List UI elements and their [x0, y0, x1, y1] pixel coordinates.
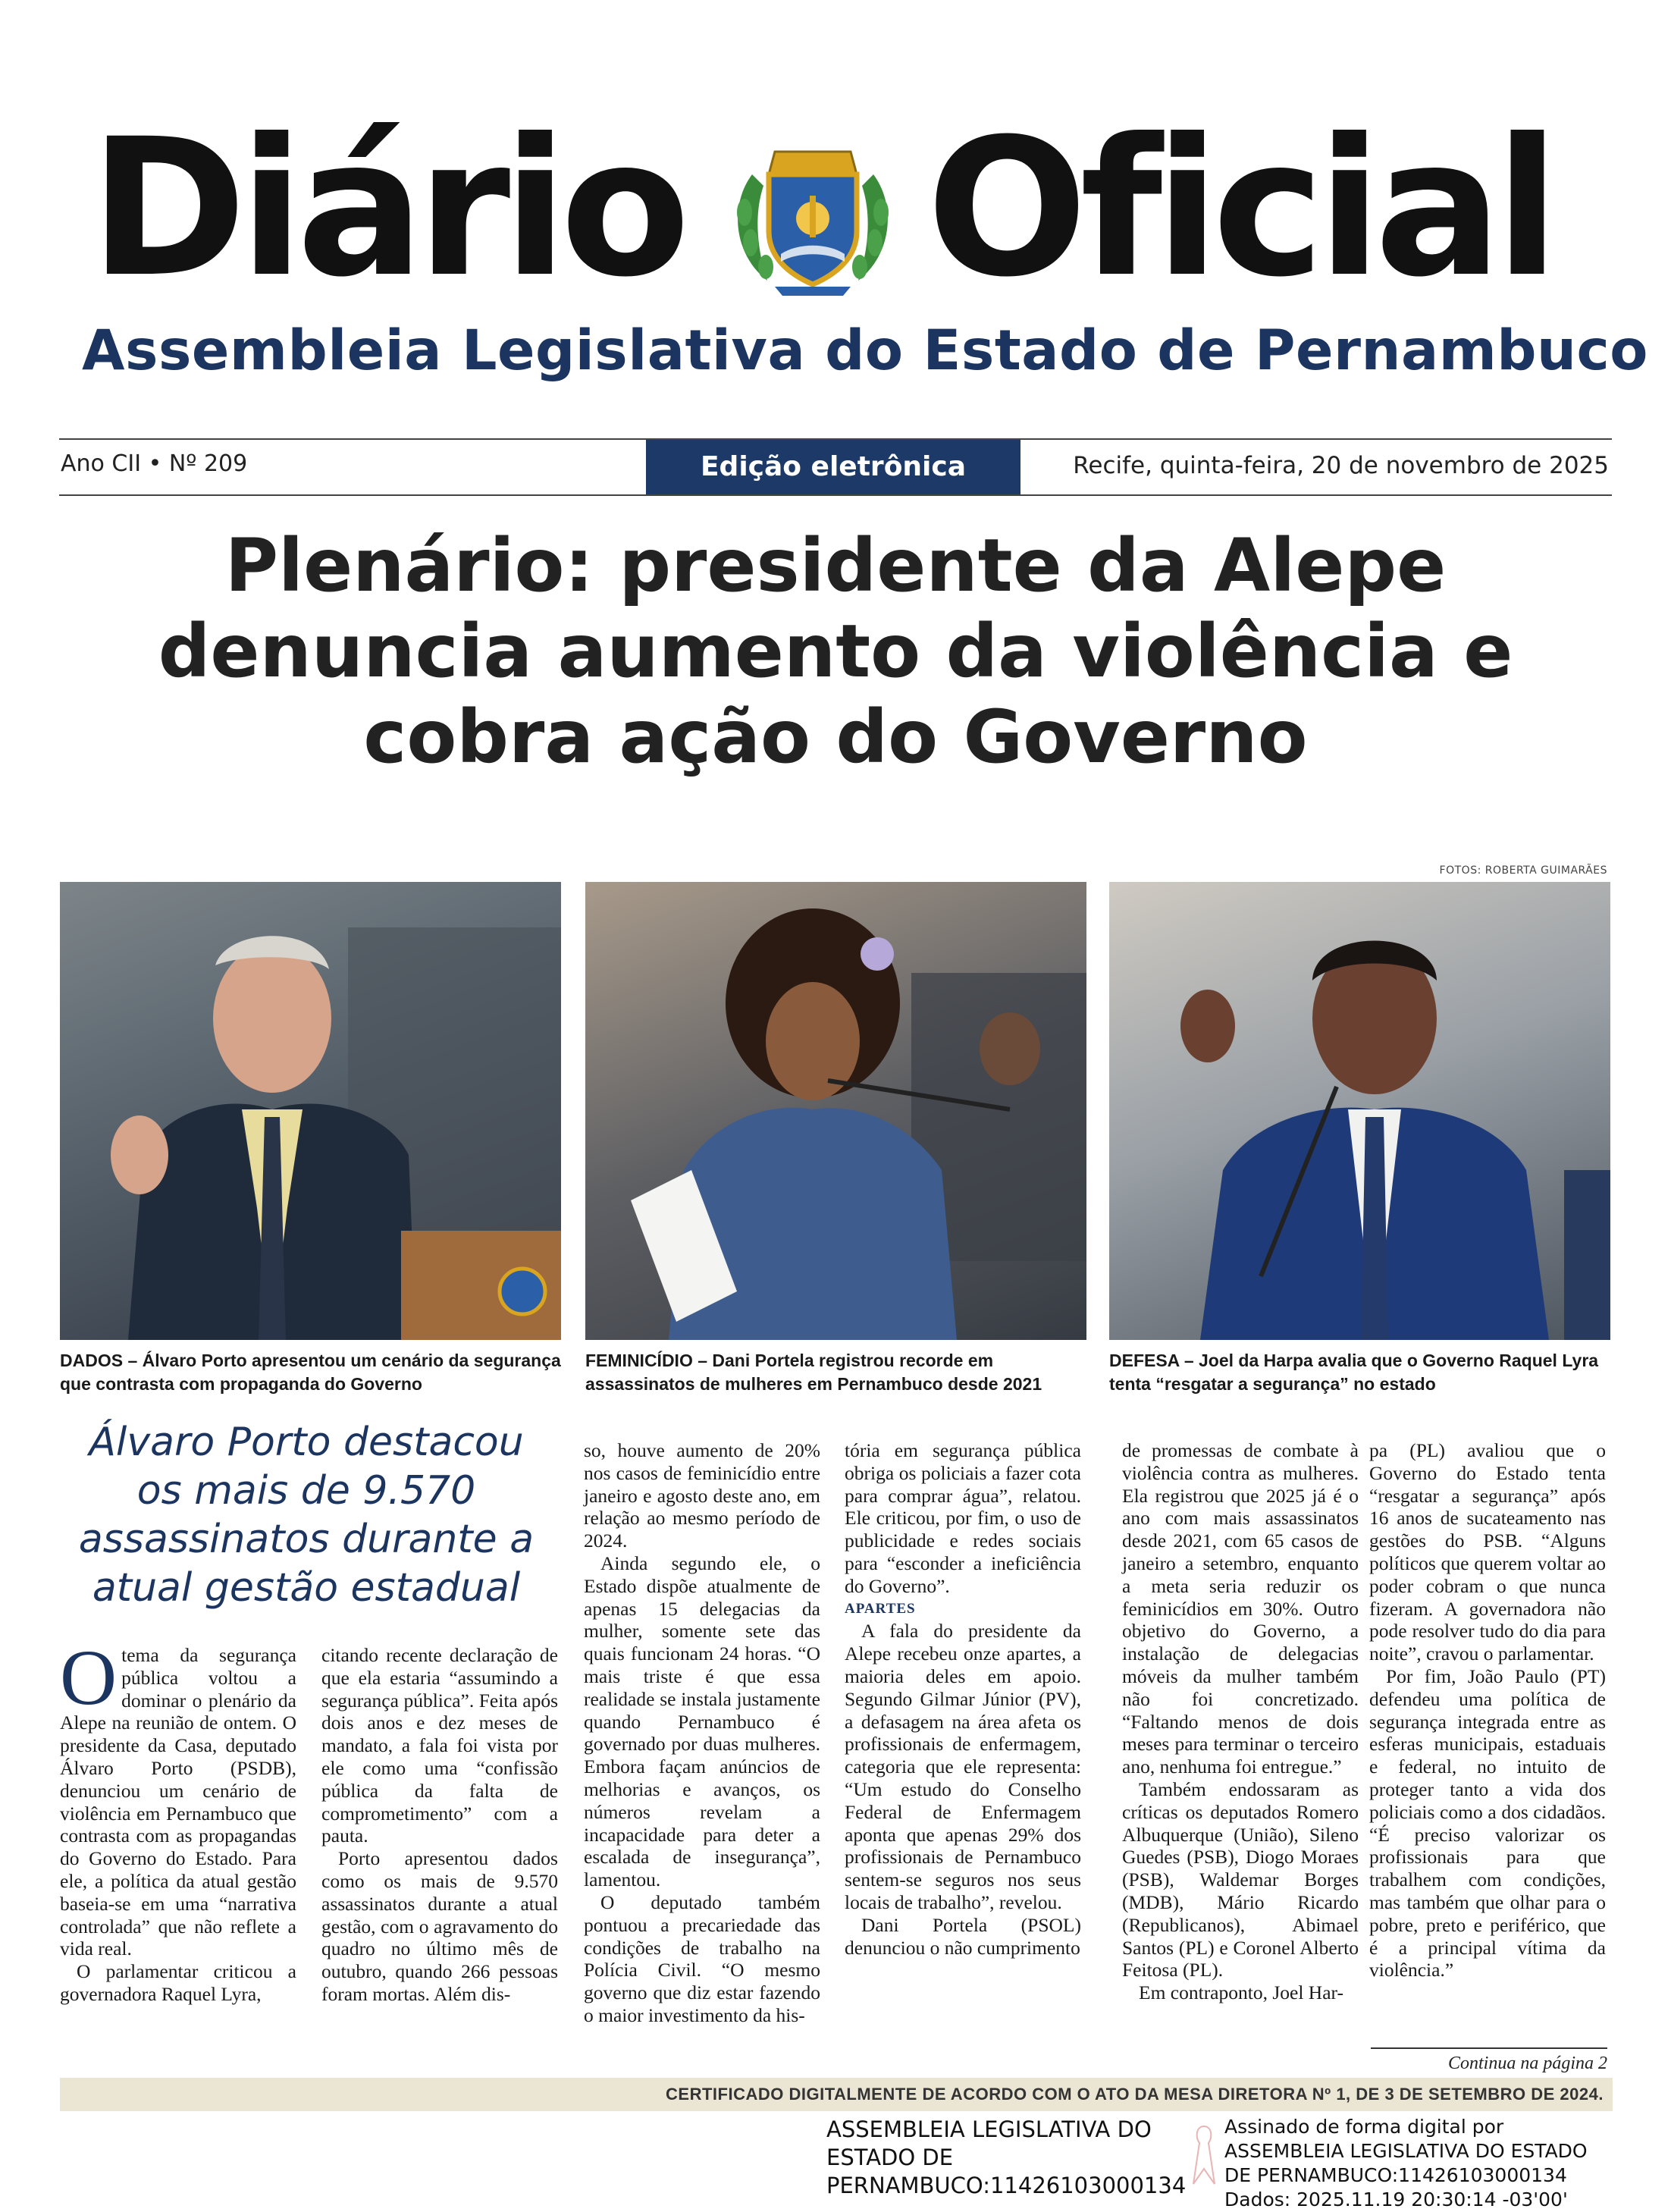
article-deck: Álvaro Porto destacou os mais de 9.570 assassinatos durante a atual gestão estadual — [78, 1420, 535, 1611]
publication-date: Recife, quinta-feira, 20 de novembro de 2025 — [1073, 452, 1609, 479]
article-paragraph — [60, 1634, 296, 1960]
section-subhead: APARTES — [845, 1600, 916, 1617]
edition-label: Edição eletrônica — [646, 440, 1020, 494]
photo-dani-portela — [585, 882, 1086, 1340]
article-paragraph: Porto apresentou dados como os mais de 9.570 assassinatos durante a atual gestão, com o agravamento do quadro no último mês de outubro, quando 266 pessoas foram mortas. Além dis- — [321, 1847, 558, 2005]
photo-alvaro-porto — [60, 882, 561, 1340]
article-paragraph: A fala do presidente da Alepe recebeu onze apartes, a maioria deles em apoio. Segundo Gilmar Júnior (PV), a defasagem na área afeta os profissionais de enfermagem, categoria que ele representa: “Um estudo do Conselho Federal de Enfermagem aponta que apenas 29% dos profissionais de Pernambuco sentem-se seguros nos seus locais de trabalho”, revelou. — [845, 1620, 1081, 1913]
article-paragraph: so, houve aumento de 20% nos casos de feminicídio entre janeiro e agosto deste ano, em relação ao mesmo período de 2024. — [584, 1439, 820, 1552]
article-column-3 — [584, 1439, 820, 2027]
article-text: tema da segurança pública voltou a dominar o plenário da Alepe na reunião de ontem. O presidente da Casa, deputado Álvaro Porto (PSDB), denunciou um cenário de violência em Pernambuco que contrasta com as propagandas do Governo do Estado. Para ele, a política da atual gestão baseia-se em uma “narrativa controlada” que não reflete a vida real. — [60, 1644, 296, 1960]
signature-line: ASSEMBLEIA LEGISLATIVA DO — [826, 2116, 1152, 2142]
drop-cap: O — [60, 1634, 118, 1721]
masthead-title-right: Oficial — [926, 98, 1553, 318]
photo-credit: FOTOS: ROBERTA GUIMARÃES — [1439, 864, 1607, 877]
article-paragraph: tória em segurança pública obriga os policiais a fazer cota para comprar água”, relatou. Ele criticou, por fim, o uso de publicidade e redes sociais para “esconder a ineficiência do Governo”. — [845, 1439, 1081, 1597]
signature-line: ESTADO DE — [826, 2145, 954, 2170]
article-paragraph: Dani Portela (PSOL) denunciou o não cumprimento — [845, 1913, 1081, 1959]
masthead — [0, 0, 1671, 432]
signature-line: DE PERNAMBUCO:11426103000134 — [1224, 2164, 1567, 2186]
photo-caption: DEFESA – Joel da Harpa avalia que o Governo Raquel Lyra tenta “resgatar a segurança” no estado — [1109, 1351, 1599, 1394]
issue-number: Ano CII • Nº 209 — [61, 450, 248, 477]
masthead-subtitle: Assembleia Legislativa do Estado de Pernambuco — [82, 318, 1648, 383]
article-column-2 — [321, 1644, 558, 2006]
article-column-1 — [60, 1634, 296, 2006]
pernambuco-coat-of-arms-icon — [722, 129, 904, 297]
photo-caption: FEMINICÍDIO – Dani Portela registrou recorde em assassinatos de mulheres em Pernambuco desde 2021 — [585, 1351, 1042, 1394]
masthead-title-left: Diário — [89, 98, 683, 318]
article-paragraph: Por fim, João Paulo (PT) defendeu uma política de segurança integrada entre as esferas municipais, estaduais e federal, no intuito de proteger tanto a vida dos policiais como a dos cidadãos. “É preciso valorizar os profissionais para que trabalhem com condições, mas também que olhar para o pobre, preto e periférico, que é a principal vítima da violência.” — [1369, 1664, 1606, 1981]
signature-line: PERNAMBUCO:11426103000134 — [826, 2173, 1187, 2198]
issue-info-bar — [59, 438, 1612, 496]
signature-ribbon-icon — [1189, 2123, 1219, 2187]
article-paragraph: de promessas de combate à violência contra as mulheres. Ela registrou que 2025 já é o ano com mais assassinatos desde 2021, com 65 casos de janeiro a setembro, enquanto a meta seria reduzir os feminicídios em 30%. Outro objetivo do Governo, a instalação de delegacias móveis da mulher também não foi concretizado. “Faltando menos de dois meses para terminar o terceiro ano, nenhuma foi entregue.” — [1122, 1439, 1359, 1778]
article-paragraph: O deputado também pontuou a precariedade das condições de trabalho na Polícia Civil. “O mesmo governo que diz estar fazendo o maior investimento da his- — [584, 1890, 820, 2026]
article-paragraph: citando recente declaração de que ela estaria “assumindo a segurança pública”. Feita após dois anos e dez meses de mandato, a fala foi vista por ele como uma “confissão pública da falta de comprometimento” com a pauta. — [321, 1644, 558, 1847]
continued-on-page: Continua na página 2 — [1371, 2047, 1607, 2074]
article-paragraph: Ainda segundo ele, o Estado dispõe atualmente de apenas 15 delegacias da mulher, somente sete das quais funcionam 24 horas. “O mais triste é que essa realidade se instala justamente quando Pernambuco é governado por duas mulheres. Embora façam anúncios de melhorias e avanços, os números revelam a incapacidade para deter a escalada de insegurança”, lamentou. — [584, 1552, 820, 1891]
article-column-6 — [1369, 1439, 1606, 1981]
photo-caption: DADOS – Álvaro Porto apresentou um cenário da segurança que contrasta com propaganda do Governo — [60, 1351, 561, 1394]
photo-joel-da-harpa — [1109, 882, 1610, 1340]
digital-signature-entity — [826, 2116, 1221, 2200]
article-paragraph: pa (PL) avaliou que o Governo do Estado tenta “resgatar a segurança” após 16 anos de sucateamento nas gestões do PSB. “Alguns políticos que querem voltar ao poder cobram o que nunca fizeram. A governadora não pode resolver tudo do dia para noite”, cravou o parlamentar. — [1369, 1439, 1606, 1665]
signature-line: ASSEMBLEIA LEGISLATIVA DO ESTADO — [1224, 2140, 1588, 2162]
article-paragraph: Em contraponto, Joel Har- — [1139, 1981, 1343, 2004]
article-column-4 — [845, 1439, 1081, 1959]
main-headline: Plenário: presidente da Alepe denuncia aumento da violência e cobra ação do Governo — [158, 523, 1513, 780]
article-column-5 — [1122, 1439, 1359, 2004]
signature-line: Dados: 2025.11.19 20:30:14 -03'00' — [1224, 2188, 1568, 2210]
digital-signature-details — [1224, 2115, 1649, 2212]
article-paragraph: O parlamentar criticou a governadora Raquel Lyra, — [60, 1960, 296, 2005]
article-paragraph: Também endossaram as críticas os deputados Romero Albuquerque (União), Sileno Guedes (PSB), Diogo Moraes (PSB), Waldemar Borges (MDB), Mário Ricardo (Republicanos), Abimael Santos (PL) e Coronel Alberto Feitosa (PL). — [1122, 1777, 1359, 1981]
signature-line: Assinado de forma digital por — [1224, 2116, 1504, 2138]
certificate-notice: CERTIFICADO DIGITALMENTE DE ACORDO COM O ATO DA MESA DIRETORA Nº 1, DE 3 DE SETEMBRO DE 2024. — [60, 2078, 1613, 2111]
